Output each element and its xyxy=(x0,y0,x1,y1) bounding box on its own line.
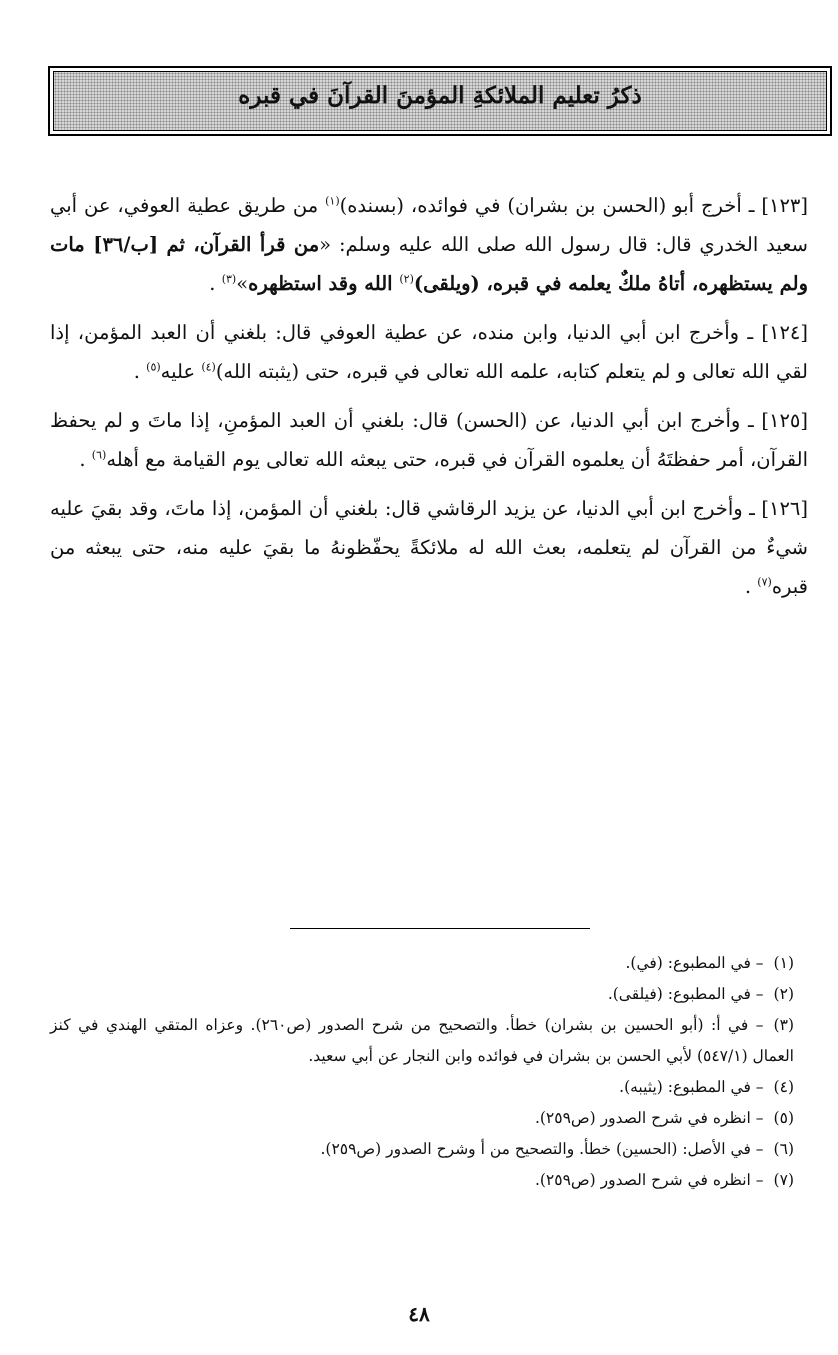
footnote-number: (٥) xyxy=(773,1109,794,1127)
footnote-text: – في المطبوع: (يثيبه). xyxy=(619,1078,764,1096)
text-run: من قرأ القرآن، ثم [ب/٣٦] مات ولم يستظهره، أتاهُ ملكٌ يعلمه في قبره، (ويلقى) xyxy=(50,233,808,295)
footnote-ref: (٢) xyxy=(399,272,414,286)
paragraph-p126 xyxy=(50,489,808,616)
chapter-header-frame xyxy=(48,66,832,136)
footnote-item xyxy=(50,948,794,979)
footnote-number: (٣) xyxy=(773,1016,794,1034)
footnote-text: – في المطبوع: (فيلقى). xyxy=(607,985,764,1003)
chapter-title: ذكرُ تعليم الملائكةِ المؤمنَ القرآنَ في قبره xyxy=(238,82,642,109)
footnote-ref: (٣) xyxy=(221,272,237,286)
footnote-number: (٢) xyxy=(773,985,794,1003)
main-text xyxy=(50,186,808,616)
text-run: . xyxy=(744,575,758,598)
footnote-ref: (٤) xyxy=(201,360,216,374)
footnote-item xyxy=(50,1010,794,1072)
paragraph-p125 xyxy=(50,401,808,489)
text-run: . xyxy=(133,360,147,383)
footnote-number: (٧) xyxy=(773,1171,794,1189)
paragraph-p124 xyxy=(50,313,808,401)
footnote-item xyxy=(50,1165,794,1196)
text-run: من طريق عطية العوفي، عن أبي سعيد الخدري قال: قال رسول الله صلى الله عليه وسلم: « xyxy=(50,194,808,256)
footnote-number: (٤) xyxy=(773,1078,794,1096)
footnote-divider xyxy=(290,928,590,929)
text-run: الله وقد استظهره xyxy=(248,272,400,295)
page-number: ٤٨ xyxy=(408,1302,430,1326)
footnote-text: – في المطبوع: (في). xyxy=(625,954,764,972)
footnote-number: (٦) xyxy=(773,1140,794,1158)
text-run: [١٢٦] ـ وأخرج ابن أبي الدنيا، عن يزيد الرقاشي قال: بلغني أن المؤمن، إذا ماتَ، وقد بقيَ عليه شيءٌ من القرآن لم يتعلمه، بعث الله له ملائكةً يحفّظونهُ ما بقيَ عليه منه، حتى يبعثه من قبره xyxy=(50,497,808,598)
text-run: . xyxy=(209,272,222,295)
footnote-item xyxy=(50,979,794,1010)
footnote-item xyxy=(50,1072,794,1103)
footnote-ref: (١) xyxy=(325,194,340,208)
footnote-ref: (٦) xyxy=(91,448,107,462)
text-run: عليه xyxy=(160,360,202,383)
footnote-text: – في أ: (أبو الحسين بن بشران) خطأ. والتصحيح من شرح الصدور (ص٢٦٠). وعزاه المتقي الهندي في كنز العمال (٥٤٧/١) لأبي الحسن بن بشران في فوائده وابن النجار عن أبي سعيد. xyxy=(50,1016,794,1065)
footnote-ref: (٧) xyxy=(757,575,772,589)
text-run: » xyxy=(236,272,249,295)
text-run: [١٢٤] ـ وأخرج ابن أبي الدنيا، وابن منده، عن عطية العوفي قال: بلغني أن العبد المؤمن، إذا لقي الله تعالى و لم يتعلم كتابه، علمه الله تعالى في قبره، حتى (يثبته الله) xyxy=(50,321,808,383)
footnote-text: – في الأصل: (الحسين) خطأ. والتصحيح من أ وشرح الصدور (ص٢٥٩). xyxy=(320,1140,764,1158)
footnote-text: – انظره في شرح الصدور (ص٢٥٩). xyxy=(534,1171,764,1189)
text-run: [١٢٥] ـ وأخرج ابن أبي الدنيا، عن (الحسن) قال: بلغني أن العبد المؤمنِ، إذا ماتَ و لم يحفظ القرآن، أمر حفظتَهُ أن يعلموه القرآن في قبره، حتى يبعثه الله تعالى يوم القيامة مع أهله xyxy=(50,409,808,471)
footnote-number: (١) xyxy=(773,954,794,972)
text-run: [١٢٣] ـ أخرج أبو (الحسن بن بشران) في فوائده، (بسنده) xyxy=(339,194,808,217)
text-run: . xyxy=(79,448,92,471)
footnote-text: – انظره في شرح الصدور (ص٢٥٩). xyxy=(534,1109,764,1127)
footnote-item xyxy=(50,1134,794,1165)
footnote-item xyxy=(50,1103,794,1134)
footnote-ref: (٥) xyxy=(146,360,161,374)
paragraph-p123 xyxy=(50,186,808,313)
footnotes xyxy=(50,948,794,1196)
